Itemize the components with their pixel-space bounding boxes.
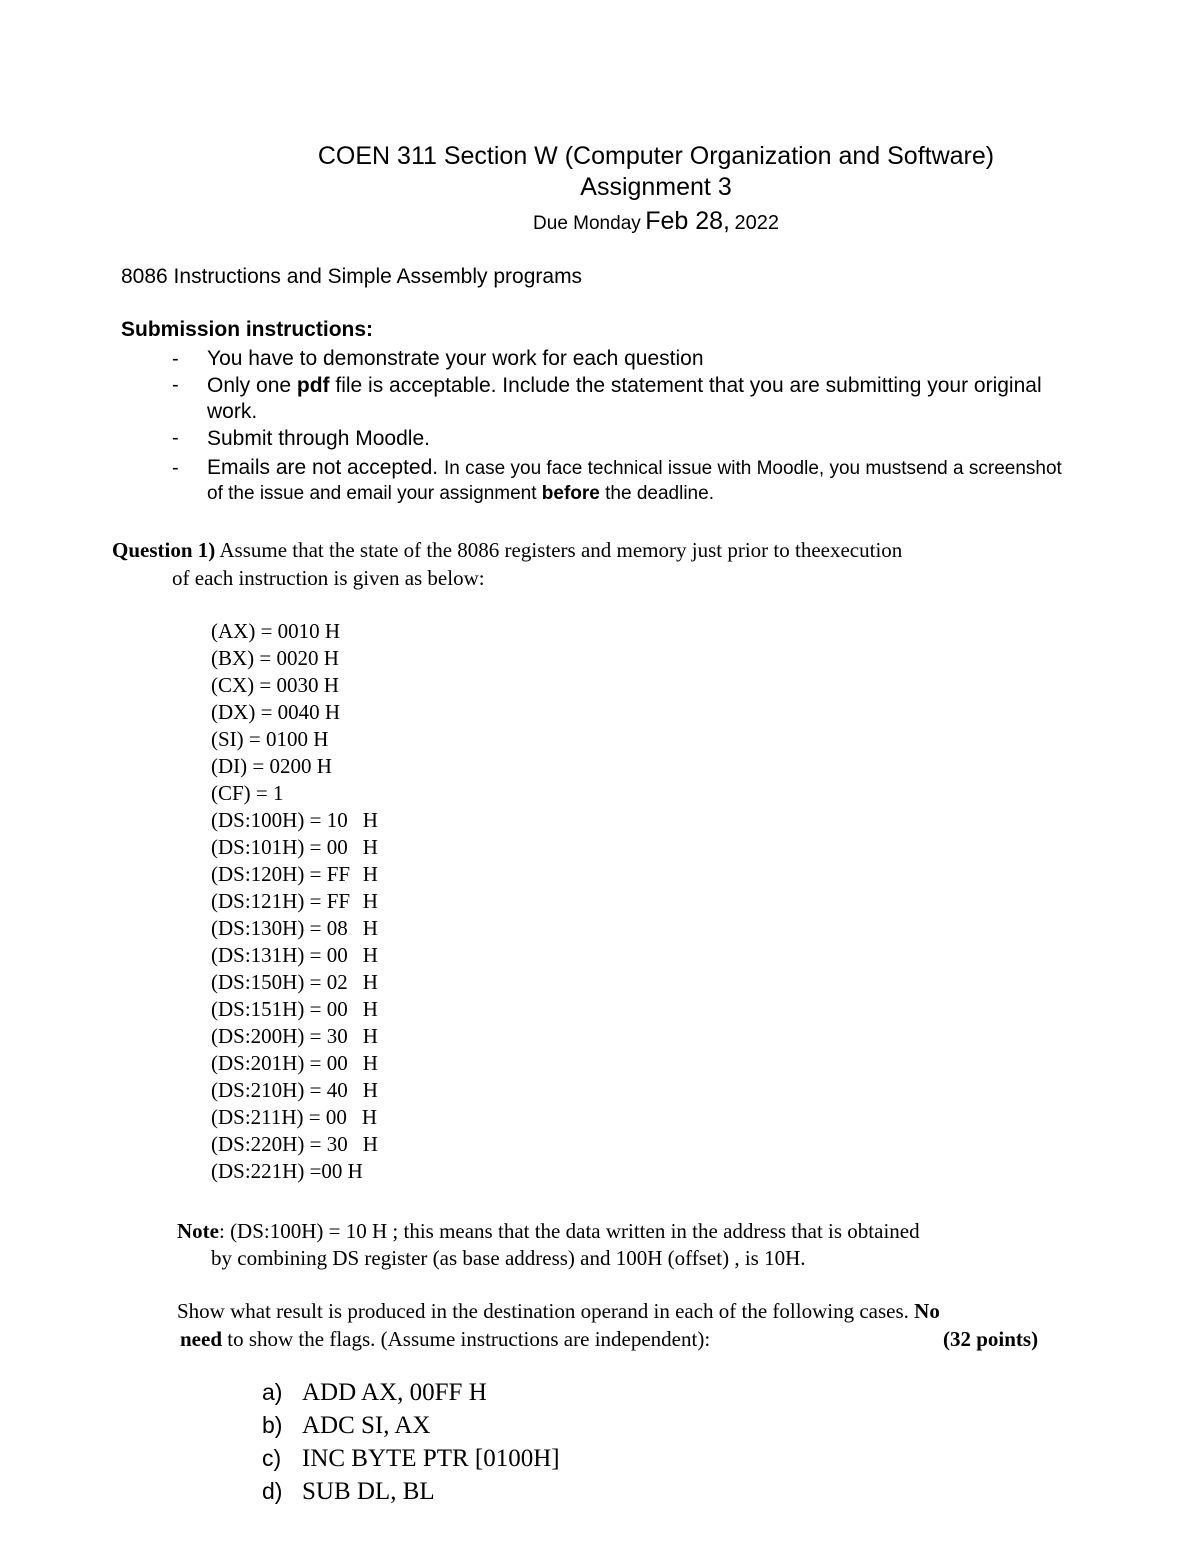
question-label: Question 1) [112, 538, 216, 562]
points-label: (32 points) [943, 1327, 1039, 1351]
memory-line [211, 889, 378, 914]
due-prefix: Due Monday [533, 213, 641, 234]
memory-value: 30 [326, 1024, 348, 1048]
memory-unit: H [362, 1051, 378, 1075]
memory-line [211, 970, 378, 995]
memory-unit: H [362, 997, 378, 1021]
list-item: Submit through Moodle. [207, 427, 430, 450]
part-line [262, 1478, 435, 1506]
part-line [262, 1379, 487, 1407]
list-item [207, 455, 1062, 482]
memory-unit: H [362, 889, 378, 913]
memory-unit: H [362, 1132, 378, 1156]
memory-value: 08 [326, 916, 348, 940]
note-line [177, 1219, 920, 1244]
memory-line [211, 1078, 378, 1103]
memory-value: FF [326, 862, 351, 886]
show-instruction [177, 1299, 940, 1324]
list-item-continuation [207, 481, 714, 507]
part-text: ADD AX, 00FF H [302, 1379, 487, 1406]
show-text: to show the flags. (Assume instructions are independent): [222, 1327, 711, 1351]
list-item [207, 373, 1042, 399]
item-text: Emails are not accepted. [207, 456, 444, 479]
memory-address: (DS:201H) = [211, 1051, 322, 1075]
memory-line [211, 1132, 378, 1157]
item-bold: before [541, 483, 600, 504]
show-text: Show what result is produced in the destination operand in each of the following cases. [177, 1299, 909, 1323]
submission-heading: Submission instructions: [121, 318, 374, 341]
assignment-title: Assignment 3 [580, 173, 732, 201]
memory-address: (DS:200H) = [211, 1024, 322, 1048]
part-label: a) [262, 1379, 283, 1405]
due-year: 2022 [734, 212, 779, 234]
memory-address: (DS:100H) = [211, 808, 322, 832]
memory-unit: H [361, 1105, 378, 1129]
item-small: In case you face technical issue with Moodle, you mustsend a screenshot [443, 458, 1062, 479]
memory-line [211, 916, 378, 941]
memory-unit: H [362, 916, 378, 940]
memory-address: (DS:211H) = [211, 1105, 321, 1129]
register-line: (CX) = 0030 H [211, 673, 339, 697]
part-label: c) [262, 1445, 282, 1471]
memory-value: 00 [326, 997, 348, 1021]
question-1-intro-cont: of each instruction is given as below: [172, 566, 485, 590]
bullet-marker: - [172, 427, 179, 449]
memory-line [211, 862, 378, 887]
show-bold: need [180, 1327, 222, 1351]
memory-unit: H [362, 808, 378, 832]
memory-line [211, 943, 378, 968]
part-text: ADC SI, AX [302, 1412, 431, 1439]
memory-value: 02 [326, 970, 348, 994]
show-bold: No [914, 1299, 940, 1323]
item-text: file is acceptable. Include the statement that you are submitting your original [329, 374, 1042, 397]
list-item: You have to demonstrate your work for each question [207, 347, 704, 370]
due-date: Feb 28, [645, 207, 730, 235]
show-instruction-cont [180, 1327, 710, 1352]
memory-address: (DS:151H) = [211, 997, 322, 1021]
memory-address: (DS:210H) = [211, 1078, 322, 1102]
memory-address: (DS:150H) = [211, 970, 322, 994]
memory-value: FF [326, 889, 351, 913]
memory-address: (DS:120H) = [211, 862, 322, 886]
memory-unit: H [362, 943, 378, 967]
memory-line [211, 997, 378, 1022]
part-line [262, 1412, 431, 1440]
item-text: of the issue and email your assignment [207, 483, 542, 504]
memory-address: (DS:220H) = [211, 1132, 322, 1156]
memory-unit: H [362, 835, 378, 859]
memory-line [211, 1051, 378, 1076]
bullet-marker: - [172, 374, 179, 396]
part-label: d) [262, 1478, 283, 1504]
part-label: b) [262, 1412, 283, 1438]
register-line: (DX) = 0040 H [211, 700, 341, 724]
register-line: (DI) = 0200 H [211, 754, 332, 778]
memory-address: (DS:101H) = [211, 835, 322, 859]
item-text: the deadline. [599, 483, 714, 504]
question-1-intro [112, 538, 902, 563]
memory-value: 30 [326, 1132, 348, 1156]
topic-line: 8086 Instructions and Simple Assembly programs [121, 265, 583, 288]
course-title: COEN 311 Section W (Computer Organization and Software) [317, 142, 995, 170]
part-text: INC BYTE PTR [0100H] [302, 1445, 560, 1472]
memory-value: 10 [326, 808, 348, 832]
memory-line [211, 1024, 378, 1049]
memory-address: (DS:121H) = [211, 889, 322, 913]
note-continuation: by combining DS register (as base address) and 100H (offset) , is 10H. [211, 1246, 806, 1270]
part-text: SUB DL, BL [302, 1478, 435, 1505]
memory-value: 00 [326, 943, 348, 967]
memory-value: 00 [325, 1105, 347, 1129]
memory-value: 00 [326, 835, 348, 859]
memory-line [211, 1105, 377, 1130]
register-line: (CF) = 1 [211, 781, 284, 805]
memory-value: 40 [326, 1078, 348, 1102]
note-text: : (DS:100H) = 10 H ; this means that the data written in the address that is obtained [218, 1219, 920, 1243]
memory-line [211, 808, 378, 833]
memory-unit: H [362, 1078, 378, 1102]
memory-address: (DS:131H) = [211, 943, 322, 967]
question-text: Assume that the state of the 8086 registers and memory just prior to theexecution [215, 538, 903, 562]
memory-line [211, 835, 378, 860]
register-line: (AX) = 0010 H [211, 619, 341, 643]
list-item-continuation: work. [207, 400, 258, 423]
register-line: (BX) = 0020 H [211, 646, 339, 670]
note-label: Note [177, 1219, 219, 1243]
part-line [262, 1445, 560, 1473]
memory-unit: H [362, 1024, 378, 1048]
memory-address: (DS:130H) = [211, 916, 322, 940]
memory-value: 00 [326, 1051, 348, 1075]
due-line [0, 207, 1200, 236]
bullet-marker: - [172, 348, 179, 370]
memory-unit: H [362, 862, 378, 886]
item-bold: pdf [296, 374, 330, 397]
memory-line: (DS:221H) =00 H [211, 1159, 363, 1183]
bullet-marker: - [172, 457, 179, 479]
item-text: Only one [207, 374, 297, 397]
memory-unit: H [362, 970, 378, 994]
register-line: (SI) = 0100 H [211, 727, 329, 751]
